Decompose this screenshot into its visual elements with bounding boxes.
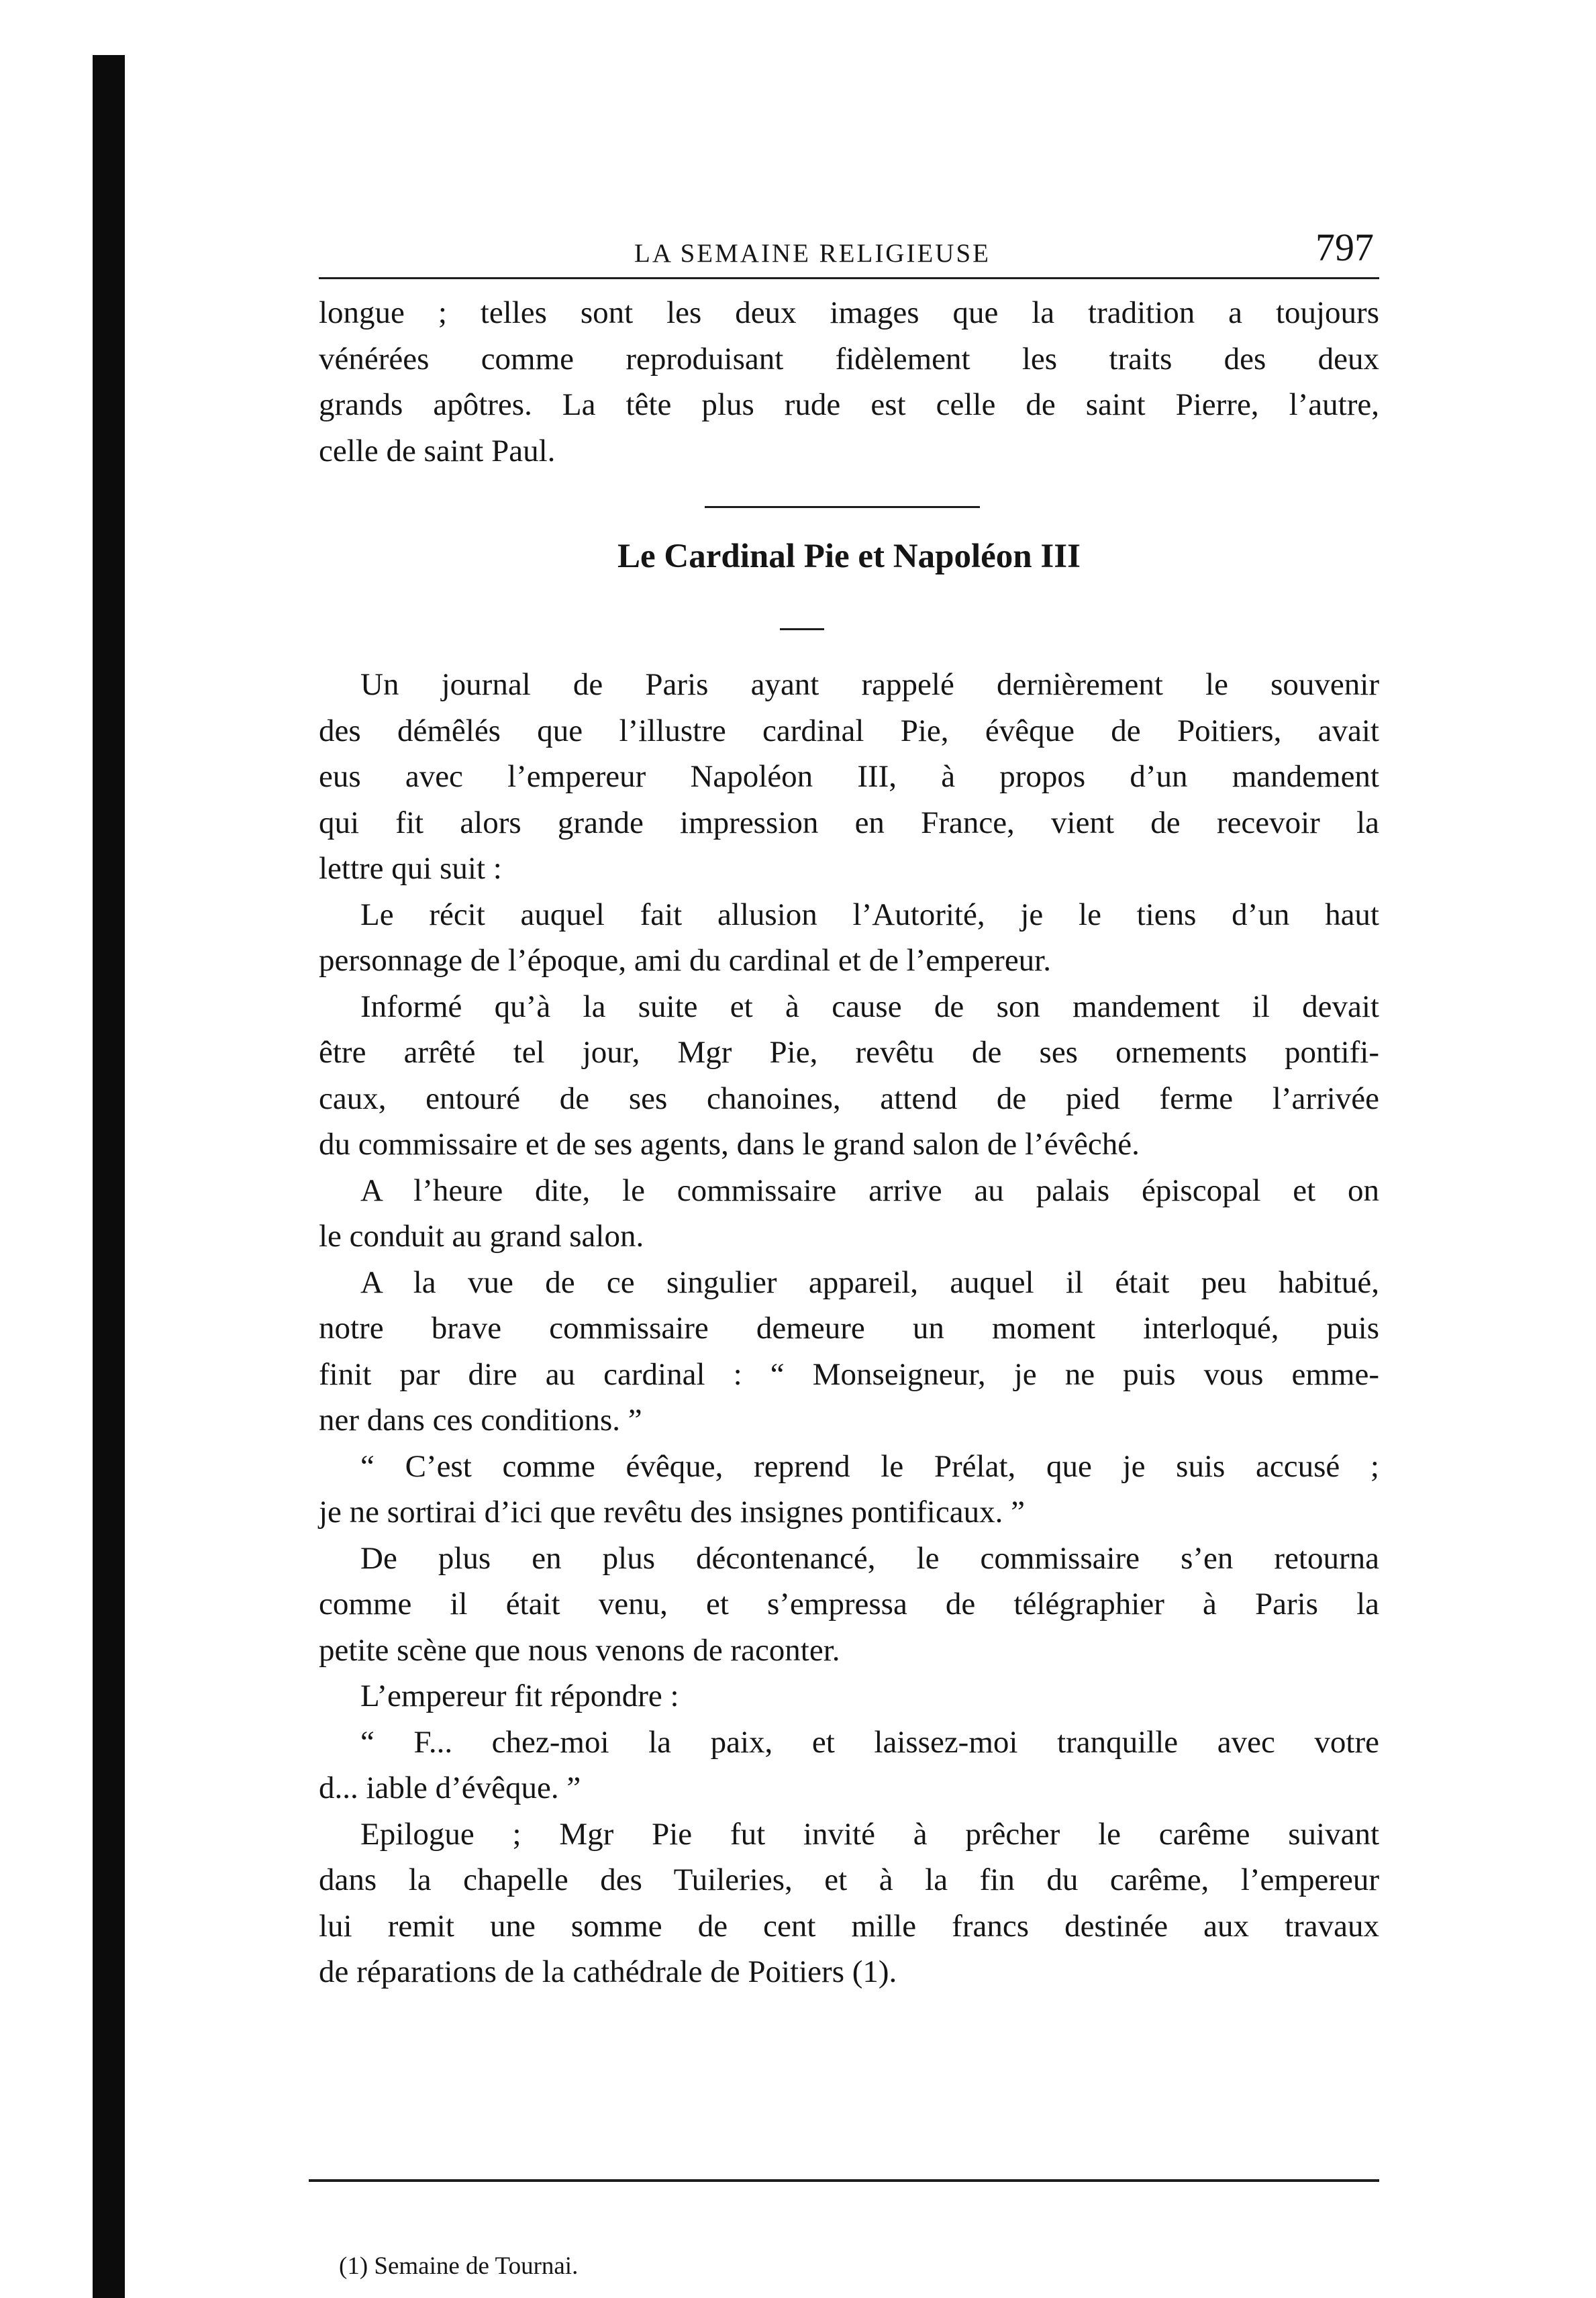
- text-line: de réparations de la cathédrale de Poitiers (1).: [319, 1954, 897, 1989]
- text-line: personnage de l’époque, ami du cardinal et de l’empereur.: [319, 943, 1051, 978]
- heading-dash: [780, 628, 824, 630]
- binding-edge: [93, 55, 125, 2298]
- text-line: longue ; telles sont les deux images que la tradition a toujours: [319, 295, 1379, 330]
- text-line: “ C’est comme évêque, reprend le Prélat, que je suis accusé ;: [360, 1448, 1379, 1484]
- text-line: lui remit une somme de cent mille francs destinée aux travaux: [319, 1908, 1379, 1944]
- running-title: LA SEMAINE RELIGIEUSE: [634, 239, 991, 268]
- text-line: ner dans ces conditions. ”: [319, 1403, 642, 1438]
- text-line: grands apôtres. La tête plus rude est celle de saint Pierre, l’autre,: [319, 387, 1379, 422]
- section-separator-rule: [705, 506, 980, 508]
- text-line: celle de saint Paul.: [319, 433, 556, 468]
- text-line: De plus en plus décontenancé, le commissaire s’en retourna: [360, 1540, 1379, 1576]
- text-line: Un journal de Paris ayant rappelé dernièrement le souvenir: [360, 667, 1379, 702]
- opening-paragraph: [319, 290, 1379, 474]
- text-line: dans la chapelle des Tuileries, et à la fin du carême, l’empereur: [319, 1862, 1379, 1897]
- text-line: être arrêté tel jour, Mgr Pie, revêtu de ses ornements pontifi-: [319, 1035, 1379, 1070]
- text-line: d... iable d’évêque. ”: [319, 1770, 581, 1805]
- text-line: qui fit alors grande impression en France, vient de recevoir la: [319, 805, 1379, 840]
- article-body: [319, 662, 1379, 1995]
- text-line: vénérées comme reproduisant fidèlement les traits des deux: [319, 341, 1379, 377]
- text-line: Le récit auquel fait allusion l’Autorité, je le tiens d’un haut: [360, 897, 1379, 932]
- text-line: eus avec l’empereur Napoléon III, à propos d’un mandement: [319, 759, 1379, 794]
- text-line: Epilogue ; Mgr Pie fut invité à prêcher le carême suivant: [360, 1816, 1379, 1852]
- text-line: A la vue de ce singulier appareil, auquel il était peu habitué,: [360, 1264, 1379, 1300]
- text-line: L’empereur fit répondre :: [360, 1679, 679, 1713]
- text-line: A l’heure dite, le commissaire arrive au palais épiscopal et on: [360, 1172, 1379, 1208]
- text-line: petite scène que nous venons de raconter.: [319, 1632, 840, 1668]
- section-heading: Le Cardinal Pie et Napoléon III: [617, 538, 1081, 575]
- text-line: des démêlés que l’illustre cardinal Pie, évêque de Poitiers, avait: [319, 713, 1379, 748]
- text-line: caux, entouré de ses chanoines, attend de pied ferme l’arrivée: [319, 1081, 1379, 1116]
- footnote-rule: [309, 2179, 1379, 2182]
- page-number: 797: [1315, 226, 1374, 269]
- text-line: notre brave commissaire demeure un moment interloqué, puis: [319, 1311, 1379, 1346]
- text-line: du commissaire et de ses agents, dans le grand salon de l’évêché.: [319, 1127, 1140, 1162]
- footnote: (1) Semaine de Tournai.: [339, 2252, 579, 2280]
- text-line: finit par dire au cardinal : “ Monseigneur, je ne puis vous emme-: [319, 1356, 1379, 1392]
- page-header: [319, 218, 1379, 280]
- text-line: lettre qui suit :: [319, 851, 502, 886]
- header-rule: [319, 277, 1379, 279]
- text-line: Informé qu’à la suite et à cause de son mandement il devait: [360, 989, 1379, 1024]
- text-line: comme il était venu, et s’empressa de télégraphier à Paris la: [319, 1587, 1379, 1621]
- text-line: “ F... chez-moi la paix, et laissez-moi tranquille avec votre: [360, 1724, 1379, 1760]
- text-line: je ne sortirai d’ici que revêtu des insignes pontificaux. ”: [319, 1495, 1025, 1530]
- text-line: le conduit au grand salon.: [319, 1219, 644, 1254]
